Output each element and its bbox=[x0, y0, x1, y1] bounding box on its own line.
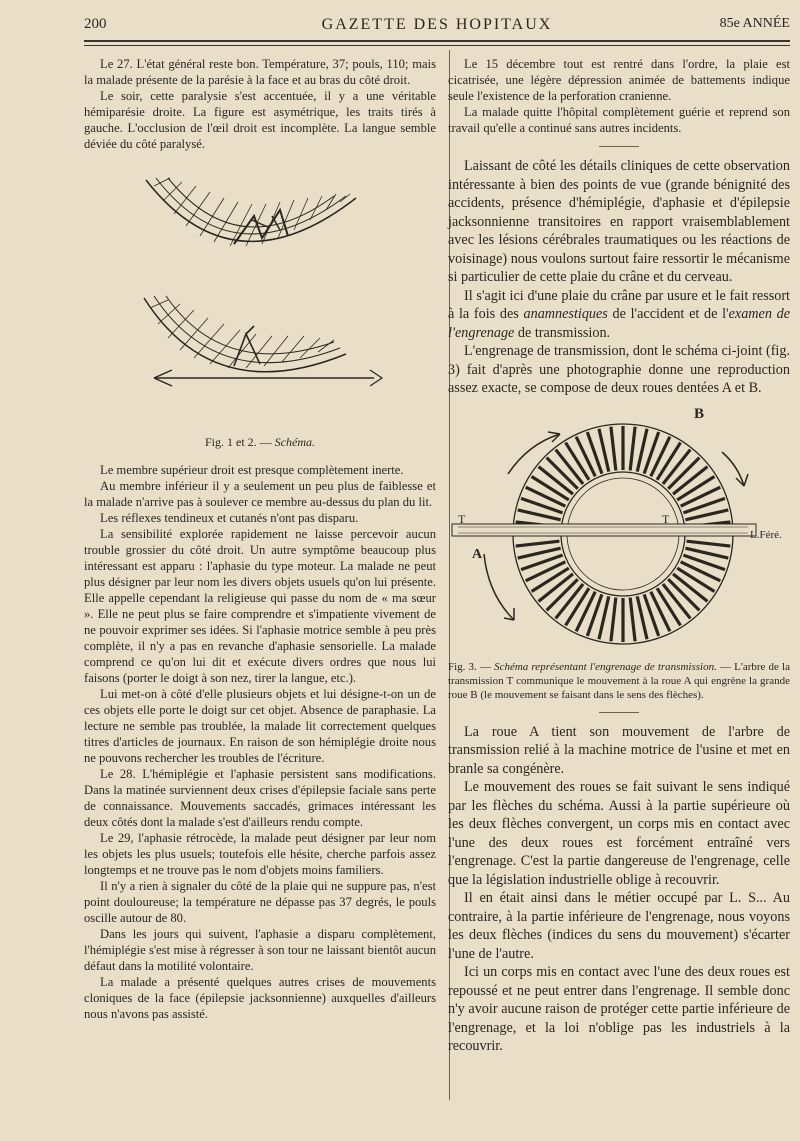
gear-tooth bbox=[611, 426, 616, 470]
paragraph: Le 29, l'aphasie rétrocède, la malade peut désigner par leur nom les objets les plus usuels; toutefois elle hésite, cherche parfois assez longtemps et ne trouve pas le nom d'objets moins familiers. bbox=[84, 831, 436, 877]
journal-year: 85e ANNÉE bbox=[719, 16, 790, 31]
paragraph: Laissant de côté les détails cliniques de cette observation intéressante à bien des points de vue (grande bénignité des accidents, présence d'hémiplégie, d'aphasie et d'épilepsie jacksonnienne transitoires en rapport vraisemblablement avec les lésions cérébrales traumatiques ou les réactions de voisinage) nous voulons surtout faire ressortir le mécanisme si particulier de cette plaie du crâne et du cerveau. bbox=[448, 158, 790, 285]
gear-tooth bbox=[687, 541, 731, 546]
text-run-italic: anamnestiques bbox=[523, 306, 608, 322]
shaft-label-t-left: T bbox=[458, 511, 466, 526]
paragraph: Il en était ainsi dans le métier occupé par L. S... Au contraire, à la partie inférieure de l'engrenage, nous voyons les deux flèches (indices du sens du mouvement) s'écarter l'une de l'autre. bbox=[448, 890, 790, 962]
text-run: de l'accident et de l' bbox=[607, 306, 729, 322]
journal-title: GAZETTE DES HOPITAUX bbox=[321, 16, 553, 33]
paragraph: Au membre inférieur il y a seulement un peu plus de faiblesse et la malade n'arrive pas à soulever ce membre au-dessus du plan du lit. bbox=[84, 479, 436, 509]
paragraph: Le soir, cette paralysie s'est accentuée, il y a une véritable hémiparésie droite. La figure est asymétrique, les traits tirés à gauche. L'occlusion de l'œil droit est incomplète. La langue semble déviée du côté paralysé. bbox=[84, 89, 436, 151]
page-header bbox=[84, 14, 790, 36]
caption-italic: Schéma représentant l'engrenage de transmission. bbox=[494, 660, 717, 673]
paragraph bbox=[448, 287, 790, 343]
figure-1 bbox=[146, 178, 356, 246]
paragraph: Ici un corps mis en contact avec l'une des deux roues est repoussé et ne peut entrer dans l'engrenage. Il semble donc n'y avoir aucune raison de protéger cette partie inférieure de l'engrenage, et la loi n'oblige pas les industriels à la recouvrir. bbox=[448, 964, 790, 1054]
section-separator bbox=[599, 146, 639, 147]
rotation-arrow-head bbox=[548, 432, 560, 442]
paragraph: Il n'y a rien à signaler du côté de la plaie qui ne suppure pas, n'est point douloureuse; la température ne dépasse pas 37 degrés, le pouls oscille autour de 80. bbox=[84, 879, 436, 925]
paragraph: Dans les jours qui suivent, l'aphasie a disparu complètement, l'hémiplégie s'est mise à régresser à son tour ne laissant bientôt aucun défaut dans la motilité volontaire. bbox=[84, 927, 436, 973]
paragraph: Le 15 décembre tout est rentré dans l'ordre, la plaie est cicatrisée, une légère dépression animée de battements indique seule l'existence de la perforation cranienne. bbox=[448, 57, 790, 103]
rotation-arrow-right bbox=[722, 452, 744, 486]
paragraph: Le 28. L'hémiplégie et l'aphasie persistent sans modifications. Dans la matinée surviennent deux crises d'épilepsie faciale sans perte de connaissance. Mouvements saccadés, grimaces intéressant les deux côtés dont la malade s'est d'ailleurs rendu compte. bbox=[84, 767, 436, 829]
figure-3-caption bbox=[448, 660, 790, 702]
gear-tooth bbox=[516, 541, 560, 546]
section-separator bbox=[599, 712, 639, 713]
paragraph: La malade a présenté quelques autres crises de mouvements cloniques de la face (épilepsie jacksonnienne) auxquelles d'ailleurs nous n'avons pas assisté. bbox=[84, 975, 436, 1021]
paragraph: L'engrenage de transmission, dont le schéma ci-joint (fig. 3) fait d'après une photographie donne une reproduction assez exacte, se compose de deux roues dentées A et B. bbox=[448, 343, 791, 396]
paragraph: La roue A tient son mouvement de l'arbre de transmission relié à la machine motrice de l'usine et met en branle sa congénère. bbox=[448, 723, 790, 777]
transmission-shaft bbox=[452, 524, 756, 536]
paragraph: Le membre supérieur droit est presque complètement inerte. bbox=[100, 463, 404, 477]
page-number: 200 bbox=[84, 16, 107, 32]
gear-label-a: A bbox=[472, 546, 483, 562]
gear-tooth bbox=[630, 597, 635, 641]
figure-1-2-caption bbox=[84, 434, 436, 450]
figure-3-gear-diagram bbox=[448, 404, 790, 654]
text-run-italic: examen de l'engrenage bbox=[448, 306, 791, 341]
paragraph: La sensibilité explorée rapidement ne laisse percevoir aucun trouble grossier du côté droit. Un autre symptôme beaucoup plus intéressant est apparu : l'aphasie du type moteur. La malade ne peut plus désigner par leur nom les divers objets usuels qu'on lui présente. Elle appelle cependant la religieuse qui passe du nom de « ma sœur ». Elle ne peut plus se faire comprendre et s'impatiente vivement de ne pouvoir exprimer ses idées. Si l'aphasie motrice semble à peu près complète, il n'y a pas en revanche d'aphasie sensorielle. La malade comprend ce qu'on lui dit et exécute divers ordres que nous lui faisons (porter le doigt à son nez, tirer la langue, etc.). bbox=[84, 527, 436, 685]
figure-2 bbox=[144, 296, 382, 386]
caption-text: — L'arbre de la transmission T communique le mouvement à la roue A qui engrène la grande roue B (le mouvement se faisant dans le sens des flèches). bbox=[448, 660, 790, 701]
paragraph: La malade quitte l'hôpital complètement guérie et reprend son travail qu'elle a continué sans autres incidents. bbox=[448, 105, 790, 135]
paragraph: Le mouvement des roues se fait suivant le sens indiqué par les flèches du schéma. Aussi à la partie supérieure où les deux flèches convergent, un corps mis en contact avec l'une des deux roues est forcément entraîné vers l'engrenage. C'est la partie dangereuse de l'engrenage, celle que la législation industrielle oblige à recouvrir. bbox=[448, 779, 790, 888]
rotation-arrow-top bbox=[508, 434, 560, 474]
gear-tooth bbox=[630, 426, 635, 470]
header-rule bbox=[84, 40, 790, 42]
paragraph: Le 27. L'état général reste bon. Température, 37; pouls, 110; mais la malade présente de la parésie à la face et au bras du côté droit. bbox=[84, 57, 436, 87]
paragraph: Les réflexes tendineux et cutanés n'ont pas disparu. bbox=[100, 511, 359, 525]
caption-prefix: Fig. 1 et 2. — bbox=[205, 435, 275, 449]
left-column bbox=[84, 56, 436, 1022]
shaft-label-t-right: T bbox=[662, 511, 670, 526]
gear-label-b: B bbox=[694, 405, 705, 422]
gear-tooth bbox=[611, 597, 616, 641]
text-run: de transmission. bbox=[514, 324, 611, 341]
right-column bbox=[448, 56, 790, 1056]
text-run: Il s'agit ici d'une plaie du crâne par usure et le fait ressort à la fois des bbox=[448, 287, 790, 322]
rotation-arrow-bottom bbox=[484, 554, 514, 620]
paragraph: Lui met-on à côté d'elle plusieurs objets et lui désigne-t-on un de ces objets elle porte le doigt sur cet objet. Absence de paraphasie. La lecture ne semble pas troublée, la malade lit correctement quelques titres d'articles de journaux. En raison de son hémiplégie droite nous ne pouvons rechercher les troubles de l'écriture. bbox=[84, 687, 436, 765]
figure-1-2-schema bbox=[84, 158, 436, 428]
caption-prefix: Fig. 3. — bbox=[448, 660, 495, 673]
artist-signature: L.Féré. bbox=[750, 528, 782, 541]
caption-italic: Schéma. bbox=[274, 435, 315, 449]
header-rule-thin bbox=[84, 45, 790, 46]
